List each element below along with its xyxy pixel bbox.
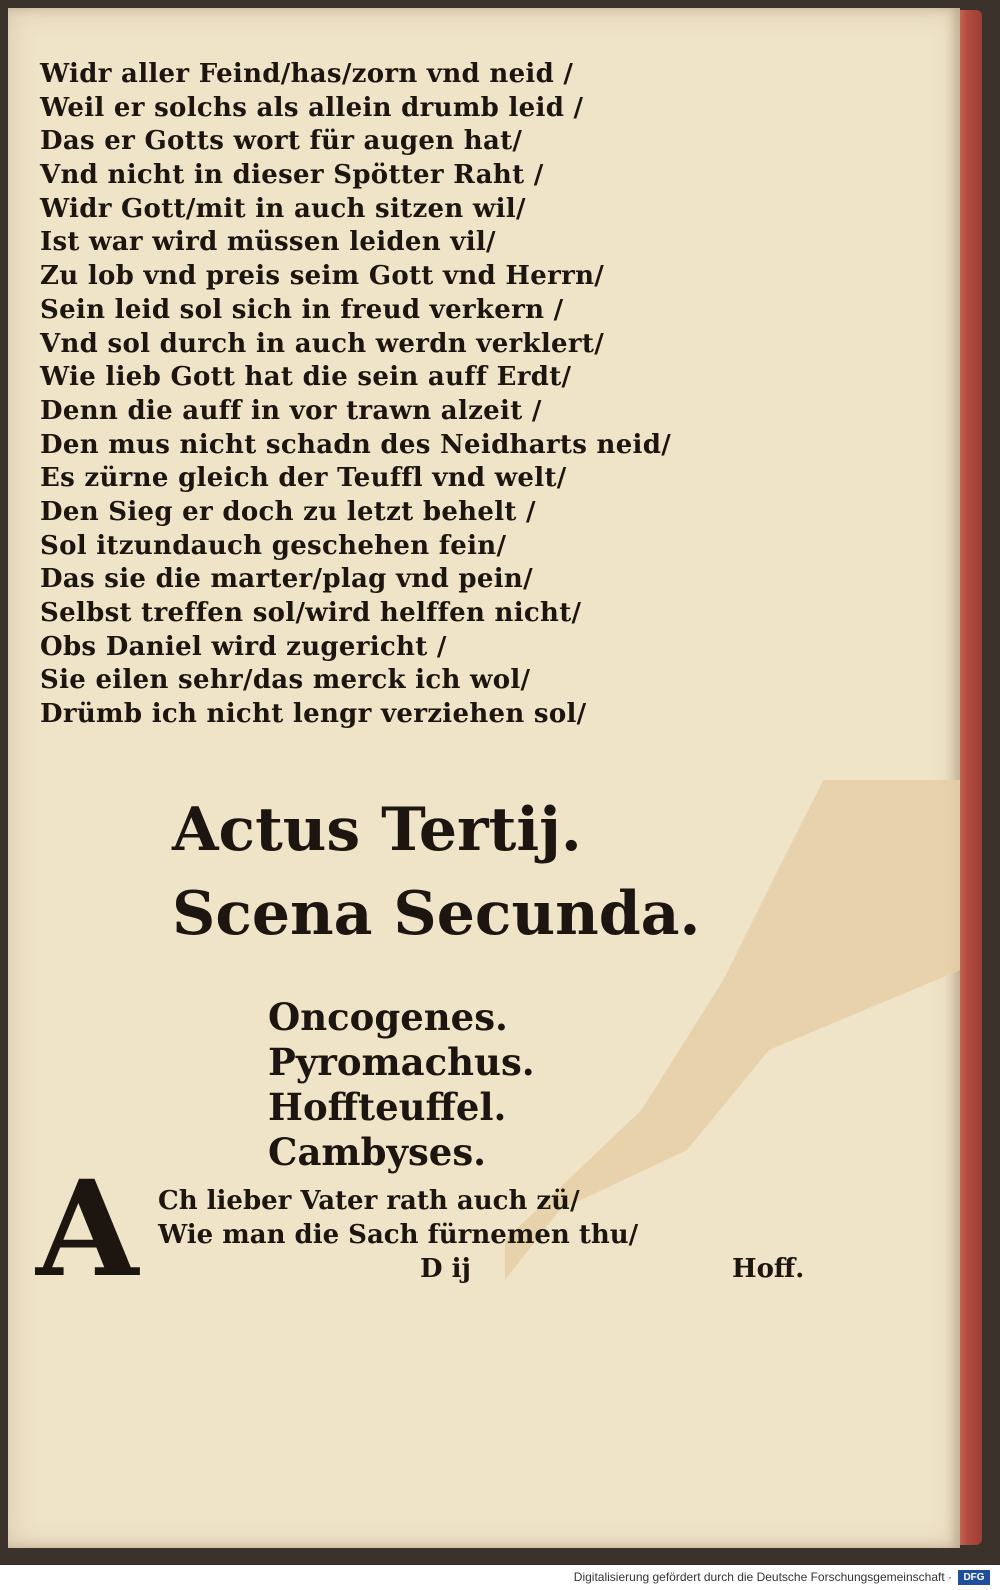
verse-line: Zu lob vnd preis seim Gott vnd Herrn/ xyxy=(40,261,605,292)
verse-line: Sol itzundauch geschehen fein/ xyxy=(40,530,507,561)
verse-line: Vnd nicht in dieser Spötter Raht / xyxy=(40,160,544,191)
cast-member: Oncogenes. xyxy=(268,995,508,1039)
verse-line: Das sie die marter/plag vnd pein/ xyxy=(40,564,533,595)
page-edge-red xyxy=(958,10,982,1545)
verse-line: Wie lieb Gott hat die sein auff Erdt/ xyxy=(40,362,572,393)
footer-credit: Digitalisierung gefördert durch die Deutsche Forschungsgemeinschaft · xyxy=(573,1570,952,1584)
verse-line: Drümb ich nicht lengr verziehen sol/ xyxy=(40,699,587,730)
verse-line: Ist war wird müssen leiden vil/ xyxy=(40,227,496,258)
speech-line: Wie man die Sach fürnemen thu/ xyxy=(158,1220,639,1250)
act-heading: Actus Tertij. xyxy=(172,795,582,865)
verse-line: Den Sieg er doch zu letzt behelt / xyxy=(40,496,536,527)
verse-line: Vnd sol durch in auch werdn verklert/ xyxy=(40,328,604,359)
speech-line: Ch lieber Vater rath auch zü/ xyxy=(158,1186,580,1216)
cast-member: Pyromachus. xyxy=(268,1040,535,1084)
cast-list xyxy=(268,995,668,1175)
verse-line: Den mus nicht schadn des Neidharts neid/ xyxy=(40,429,671,460)
scene-heading: Scena Secunda. xyxy=(172,879,701,949)
verse-line: Denn die auff in vor trawn alzeit / xyxy=(40,395,542,426)
verse-line: Selbst treffen sol/wird helffen nicht/ xyxy=(40,598,582,628)
verse-line: Das er Gotts wort für augen hat/ xyxy=(40,126,523,157)
drop-cap: A xyxy=(36,1152,139,1307)
dfg-logo: DFG xyxy=(958,1570,990,1585)
verse-block xyxy=(40,58,760,732)
verse-line: Widr Gott/mit in auch sitzen wil/ xyxy=(40,193,526,224)
signature-mark: D ij xyxy=(420,1254,471,1284)
act-scene-heading xyxy=(172,788,732,956)
cast-member: Cambyses. xyxy=(268,1130,487,1174)
verse-line: Widr aller Feind/has/zorn vnd neid / xyxy=(40,59,574,89)
verse-line: Sie eilen sehr/das merck ich wol/ xyxy=(40,665,531,696)
cast-member: Hoffteuffel. xyxy=(268,1085,507,1129)
verse-line: Weil er solchs als allein drumb leid / xyxy=(40,92,584,123)
speech-block xyxy=(158,1184,758,1252)
verse-line: Obs Daniel wird zugericht / xyxy=(40,631,447,662)
verse-line: Sein leid sol sich in freud verkern / xyxy=(40,294,564,325)
verse-line: Es zürne gleich der Teuffl vnd welt/ xyxy=(40,463,567,494)
catchword: Hoff. xyxy=(732,1254,805,1284)
footer-bar xyxy=(0,1565,1000,1590)
